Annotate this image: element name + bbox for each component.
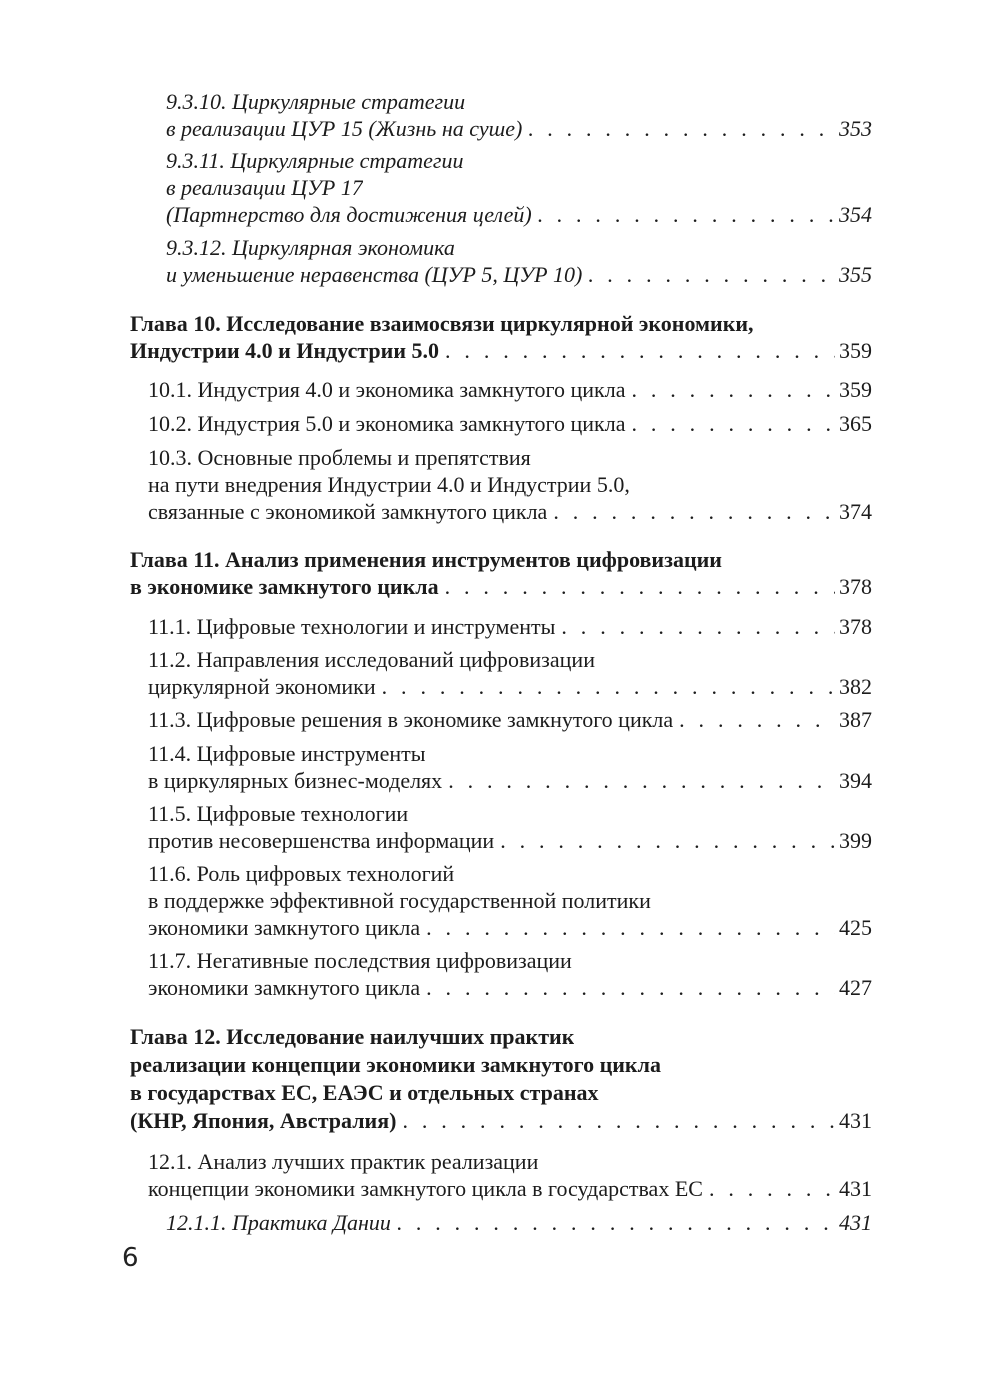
section-11-7 <box>148 973 872 1003</box>
dot-leader <box>402 1106 835 1136</box>
toc-entry-text: экономики замкнутого цикла <box>148 915 421 940</box>
section-10-3 <box>148 497 872 527</box>
section-11-6 <box>148 913 872 943</box>
dot-leader <box>561 612 835 642</box>
toc-entry-text: (КНР, Япония, Австралия) <box>130 1108 397 1133</box>
section-12-1-title: 12.1. Анализ лучших практик реализации <box>148 1149 539 1174</box>
section-12-1-1 <box>166 1208 872 1238</box>
page-number: 6 <box>122 1243 139 1273</box>
toc-entry-text: Индустрии 4.0 и Индустрии 5.0 <box>130 338 440 363</box>
chapter-12-line2: реализации концепции экономики замкнутого цикла <box>130 1052 661 1077</box>
chapter-12-line3: в государствах ЕС, ЕАЭС и отдельных странах <box>130 1080 599 1105</box>
page-ref: 359 <box>839 338 872 363</box>
toc-entry-text: связанные с экономикой замкнутого цикла <box>148 499 548 524</box>
page-ref: 353 <box>839 116 872 141</box>
toc-entry-text: экономики замкнутого цикла <box>148 975 421 1000</box>
toc-entry-text: концепции экономики замкнутого цикла в государствах ЕС <box>148 1176 703 1201</box>
section-11-4-title: 11.4. Цифровые инструменты <box>148 741 426 766</box>
page-ref: 431 <box>839 1210 872 1235</box>
toc-entry-text: и уменьшение неравенства (ЦУР 5, ЦУР 10) <box>166 262 583 287</box>
page-ref: 431 <box>839 1108 872 1133</box>
section-11-6-title: 11.6. Роль цифровых технологий <box>148 861 455 886</box>
dot-leader <box>397 1208 835 1238</box>
dot-leader <box>445 572 835 602</box>
page-ref: 355 <box>839 262 872 287</box>
page-ref: 378 <box>839 614 872 639</box>
section-11-4 <box>148 766 872 796</box>
chapter-10 <box>130 336 872 366</box>
dot-leader <box>448 766 835 796</box>
chapter-12 <box>130 1106 872 1136</box>
dot-leader <box>553 497 835 527</box>
dot-leader <box>528 114 835 144</box>
page-ref: 431 <box>839 1176 872 1201</box>
page-ref: 359 <box>839 377 872 402</box>
section-10-1 <box>148 375 872 405</box>
toc-entry-text: 11.3. Цифровые решения в экономике замкнутого цикла <box>148 707 674 732</box>
toc-entry-text: (Партнерство для достижения целей) <box>166 202 532 227</box>
toc-entry-9-3-11 <box>166 200 872 230</box>
dot-leader <box>631 409 835 439</box>
chapter-12-title: Глава 12. Исследование наилучших практик <box>130 1024 575 1049</box>
section-11-1 <box>148 612 872 642</box>
toc-entry-9-3-11-line2: в реализации ЦУР 17 <box>166 175 363 200</box>
dot-leader <box>500 826 835 856</box>
section-10-2 <box>148 409 872 439</box>
section-11-3 <box>148 705 872 735</box>
toc-entry-text: против несовершенства информации <box>148 828 495 853</box>
page-ref: 354 <box>839 202 872 227</box>
section-11-7-title: 11.7. Негативные последствия цифровизации <box>148 948 572 973</box>
dot-leader <box>426 973 835 1003</box>
chapter-11-title: Глава 11. Анализ применения инструментов цифровизации <box>130 547 722 572</box>
section-11-2 <box>148 672 872 702</box>
page-ref: 365 <box>839 411 872 436</box>
page-ref: 394 <box>839 768 872 793</box>
toc-entry-text: 10.1. Индустрия 4.0 и экономика замкнутого цикла <box>148 377 626 402</box>
toc-entry-text: в циркулярных бизнес-моделях <box>148 768 443 793</box>
toc-entry-text: в реализации ЦУР 15 (Жизнь на суше) <box>166 116 523 141</box>
toc-entry-text: 11.1. Цифровые технологии и инструменты <box>148 614 556 639</box>
section-11-6-line2: в поддержке эффективной государственной политики <box>148 888 651 913</box>
section-10-3-line2: на пути внедрения Индустрии 4.0 и Индустрии 5.0, <box>148 472 630 497</box>
dot-leader <box>631 375 835 405</box>
dot-leader <box>445 336 835 366</box>
page-ref: 427 <box>839 975 872 1000</box>
page-ref: 382 <box>839 674 872 699</box>
toc-entry-text: циркулярной экономики <box>148 674 376 699</box>
chapter-10-title: Глава 10. Исследование взаимосвязи циркулярной экономики, <box>130 311 754 336</box>
dot-leader <box>679 705 835 735</box>
page-ref: 374 <box>839 499 872 524</box>
toc-entry-9-3-11-title: 9.3.11. Циркулярные стратегии <box>166 148 464 173</box>
section-11-5-title: 11.5. Цифровые технологии <box>148 801 409 826</box>
toc-entry-text: в экономике замкнутого цикла <box>130 574 439 599</box>
toc-entry-text: 12.1.1. Практика Дании <box>166 1210 391 1235</box>
page-ref: 378 <box>839 574 872 599</box>
section-11-5 <box>148 826 872 856</box>
section-12-1 <box>148 1174 872 1204</box>
dot-leader <box>382 672 835 702</box>
toc-entry-9-3-12 <box>166 260 872 290</box>
dot-leader <box>426 913 835 943</box>
chapter-11 <box>130 572 872 602</box>
section-11-2-title: 11.2. Направления исследований цифровизации <box>148 647 595 672</box>
toc-entry-9-3-10-title: 9.3.10. Циркулярные стратегии <box>166 89 466 114</box>
dot-leader <box>588 260 835 290</box>
dot-leader <box>538 200 835 230</box>
section-10-3-title: 10.3. Основные проблемы и препятствия <box>148 445 531 470</box>
page-ref: 425 <box>839 915 872 940</box>
toc-entry-9-3-10 <box>166 114 872 144</box>
page-ref: 387 <box>839 707 872 732</box>
toc-entry-9-3-12-title: 9.3.12. Циркулярная экономика <box>166 235 455 260</box>
page-ref: 399 <box>839 828 872 853</box>
dot-leader <box>709 1174 835 1204</box>
toc-entry-text: 10.2. Индустрия 5.0 и экономика замкнутого цикла <box>148 411 626 436</box>
